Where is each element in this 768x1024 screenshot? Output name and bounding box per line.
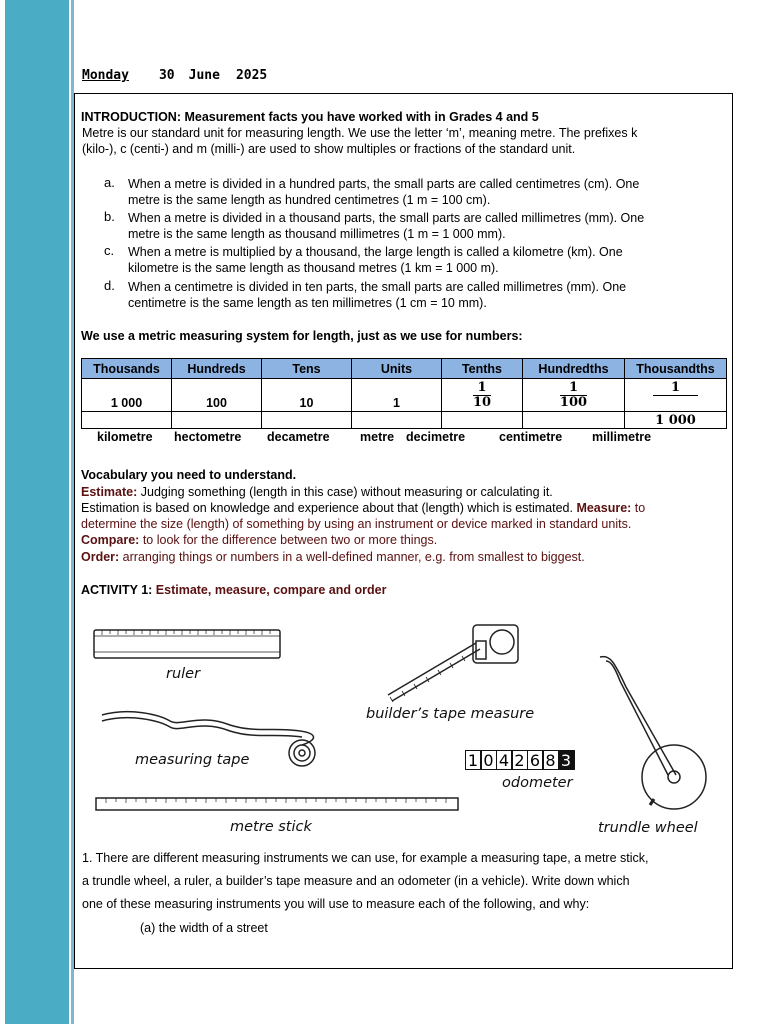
activity-heading xyxy=(81,582,386,598)
measuring-instruments-illustration xyxy=(80,615,720,845)
fact-b-line-1: When a metre is divided in a thousand parts, the small parts are called millimetres (mm). One xyxy=(128,211,645,225)
caption-trundle-wheel: trundle wheel xyxy=(598,820,698,836)
fraction-denominator: 100 xyxy=(559,394,588,410)
activity-label: ACTIVITY 1: xyxy=(81,583,156,597)
unit-decimetre: decimetre xyxy=(406,430,466,444)
cell-units: 1 xyxy=(352,379,442,412)
col-header-hundreds: Hundreds xyxy=(172,359,262,379)
cell-thousands: 1 000 xyxy=(82,379,172,412)
odometer-digit: 3 xyxy=(558,750,575,770)
unit-decametre: decametre xyxy=(267,430,330,444)
col-header-thousands: Thousands xyxy=(82,359,172,379)
metric-heading: We use a metric measuring system for length, just as we use for numbers: xyxy=(81,329,523,343)
unit-metre: metre xyxy=(360,430,395,444)
caption-builders-tape-measure: builder’s tape measure xyxy=(366,706,535,722)
date-year: 2025 xyxy=(235,68,268,83)
activity-title: Estimate, measure, compare and order xyxy=(155,583,387,597)
fraction-numerator: 1 xyxy=(560,381,587,396)
odometer-digit: 1 xyxy=(465,750,482,770)
cell-hundredths xyxy=(523,379,625,412)
ruler-icon xyxy=(94,630,280,658)
fraction-hundredth xyxy=(560,381,587,410)
caption-ruler: ruler xyxy=(166,666,201,682)
caption-metre-stick: metre stick xyxy=(230,819,312,835)
fraction-thousandth-numerator xyxy=(653,381,698,396)
fact-a-line-1: When a metre is divided in a hundred parts, the small parts are called centimetres (cm). One xyxy=(128,177,640,191)
odometer-digit: 8 xyxy=(542,750,559,770)
metre-stick-icon xyxy=(96,798,458,810)
fact-c-line-2: kilometre is the same length as thousand metres (1 km = 1 000 m). xyxy=(128,261,499,275)
vocab-def-order: arranging things or numbers in a well-defined manner, e.g. from smallest to biggest. xyxy=(119,550,585,564)
fact-a-line-2: metre is the same length as hundred centimetres (1 m = 100 cm). xyxy=(128,193,491,207)
fraction-numerator: 1 xyxy=(473,381,491,396)
trundle-wheel-icon xyxy=(600,657,706,809)
fact-d-letter: d. xyxy=(104,278,115,293)
metric-place-value-table xyxy=(81,358,727,429)
odometer-digit: 2 xyxy=(511,750,528,770)
table-header-row xyxy=(82,359,727,379)
odometer-digit: 4 xyxy=(496,750,513,770)
question-line-1: 1. There are different measuring instruments we can use, for example a measuring tape, a metre stick, xyxy=(82,851,649,865)
vocab-order xyxy=(81,549,585,565)
table-cell xyxy=(442,412,523,429)
fraction-denominator: 10 xyxy=(472,394,492,410)
col-header-units: Units xyxy=(352,359,442,379)
vocab-term-order: Order: xyxy=(81,550,120,564)
col-header-hundredths: Hundredths xyxy=(523,359,625,379)
table-cell xyxy=(262,412,352,429)
table-row xyxy=(82,379,727,412)
odometer-digit: 6 xyxy=(527,750,544,770)
caption-measuring-tape: measuring tape xyxy=(135,752,250,768)
cell-thousandths xyxy=(625,379,727,412)
col-header-tens: Tens xyxy=(262,359,352,379)
lesson-date xyxy=(82,68,267,83)
vocab-def-measure: determine the size (length) of something by using an instrument or device marked in standard units. xyxy=(81,517,632,531)
fact-c-line-1: When a metre is multiplied by a thousand, the large length is called a kilometre (km). One xyxy=(128,245,623,259)
vocab-estimation-line: Estimation is based on knowledge and experience about that (length) which is estimated. xyxy=(81,501,577,515)
fact-d-line-1: When a centimetre is divided in ten parts, the small parts are called millimetres (mm). One xyxy=(128,280,627,294)
vocab-estimate xyxy=(81,484,553,500)
cell-hundreds: 100 xyxy=(172,379,262,412)
table-cell xyxy=(352,412,442,429)
vocab-estimate-measure xyxy=(81,500,645,516)
builders-tape-measure-icon xyxy=(388,625,518,702)
fraction-numerator: 1 xyxy=(653,381,698,396)
fact-a-letter: a. xyxy=(104,175,115,190)
unit-millimetre: millimetre xyxy=(592,430,652,444)
date-number: 30 xyxy=(158,68,175,83)
caption-odometer: odometer xyxy=(502,775,573,791)
vocab-term-measure: Measure: xyxy=(576,501,632,515)
fact-c-letter: c. xyxy=(104,243,115,258)
fraction-tenth xyxy=(473,381,491,410)
vocab-def-measure-start: to xyxy=(631,501,646,515)
unit-hectometre: hectometre xyxy=(174,430,242,444)
vocab-term-compare: Compare: xyxy=(81,533,140,547)
vocab-def-estimate: Judging something (length in this case) without measuring or calculating it. xyxy=(137,485,553,499)
col-header-thousandths: Thousandths xyxy=(625,359,727,379)
table-cell xyxy=(82,412,172,429)
date-month: June xyxy=(188,68,220,83)
unit-centimetre: centimetre xyxy=(499,430,563,444)
vocab-heading: Vocabulary you need to understand. xyxy=(81,468,297,482)
vocab-compare xyxy=(81,532,437,548)
question-line-2: a trundle wheel, a ruler, a builder’s tape measure and an odometer (in a vehicle). Write down which xyxy=(82,874,630,888)
question-line-3: one of these measuring instruments you will use to measure each of the following, and why: xyxy=(82,897,590,911)
table-row xyxy=(82,412,727,429)
question-part-a: (a) the width of a street xyxy=(140,921,268,935)
col-header-tenths: Tenths xyxy=(442,359,523,379)
fact-b-line-2: metre is the same length as thousand millimetres (1 m = 1 000 mm). xyxy=(128,227,506,241)
odometer-digit: 0 xyxy=(480,750,497,770)
cell-tenths xyxy=(442,379,523,412)
date-day: Monday xyxy=(82,68,129,83)
vocab-def-compare: to look for the difference between two or more things. xyxy=(139,533,438,547)
intro-line-1: Metre is our standard unit for measuring length. We use the letter ‘m’, meaning metre. The prefixes k xyxy=(82,126,638,140)
odometer-display xyxy=(466,750,575,770)
vocab-term-estimate: Estimate: xyxy=(81,485,138,499)
table-cell xyxy=(172,412,262,429)
cell-thousandths-denominator: 1 000 xyxy=(625,412,727,429)
fact-d-line-2: centimetre is the same length as ten millimetres (1 cm = 10 mm). xyxy=(128,296,487,310)
intro-heading: INTRODUCTION: Measurement facts you have worked with in Grades 4 and 5 xyxy=(81,110,539,124)
table-cell xyxy=(523,412,625,429)
cell-tens: 10 xyxy=(262,379,352,412)
page-sidebar-stripe xyxy=(5,0,69,1024)
fact-b-letter: b. xyxy=(104,209,115,224)
unit-kilometre: kilometre xyxy=(97,430,153,444)
intro-line-2: (kilo-), c (centi-) and m (milli-) are used to show multiples or fractions of the standard unit. xyxy=(82,142,576,156)
